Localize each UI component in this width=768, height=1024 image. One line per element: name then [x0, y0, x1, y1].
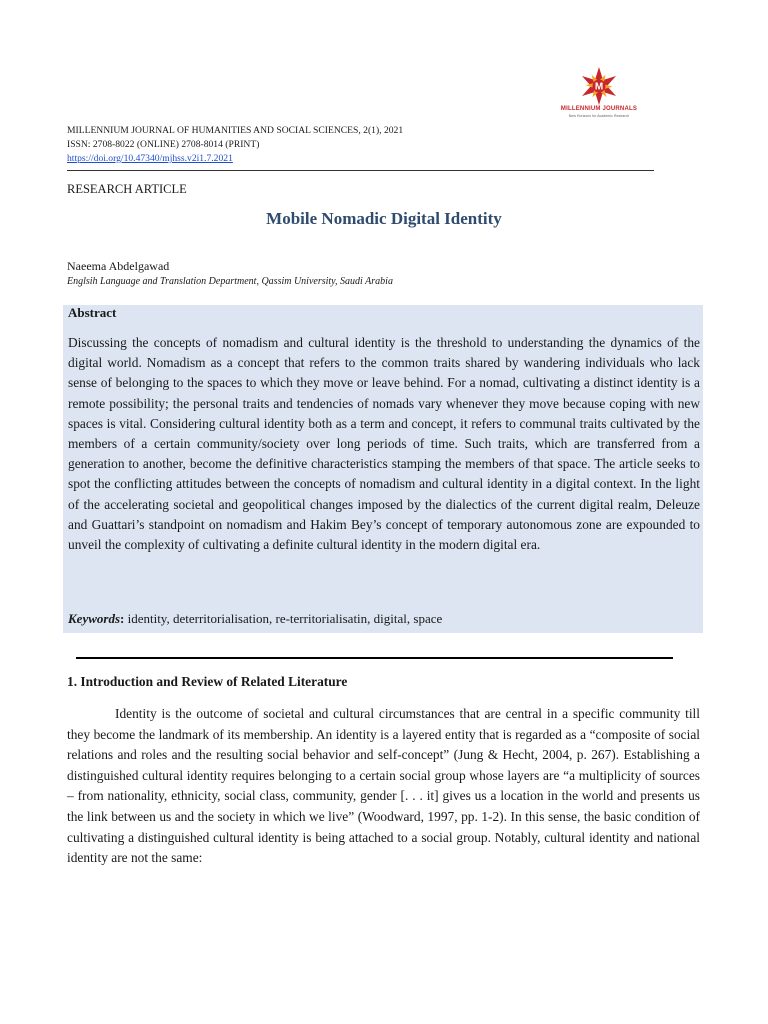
svg-text:M: M — [594, 81, 604, 93]
keywords-separator: : — [120, 611, 125, 626]
keywords-values: identity, deterritorialisation, re-territorialisatin, digital, space — [127, 611, 443, 626]
abstract-heading: Abstract — [68, 305, 117, 320]
section-divider — [76, 657, 673, 659]
author-name: Naeema Abdelgawad — [67, 259, 170, 273]
article-title: Mobile Nomadic Digital Identity — [266, 209, 502, 228]
journal-info — [67, 124, 403, 166]
author-affiliation: Englsih Language and Translation Department, Qassim University, Saudi Arabia — [67, 276, 393, 287]
header-rule — [67, 170, 654, 171]
star-m-logo-icon — [579, 66, 619, 106]
section-heading: 1. Introduction and Review of Related Literature — [67, 674, 348, 689]
section-paragraph: Identity is the outcome of societal and cultural circumstances that are central in a specific community till they become the landmark of its membership. An identity is a layered entity that is regarded as a “composite of social relations and roles and the resulting social behavior and self-concept” (Jung & Hecht, 2004, p. 267). Establishing a distinguished cultural identity requires belonging to a certain social group whose layers are “a multiplicity of sources – from nationality, ethnicity, social class, community, gender [. . . it] gives us a location in the world and presents us the link between us and the society in which we live” (Woodward, 1997, pp. 1-2). In this sense, the basic condition of cultivating a distinguished cultural identity is being attached to a social group. Notably, cultural identity and national identity are not the same: — [67, 706, 700, 866]
keywords — [68, 611, 442, 627]
keywords-label: Keywords — [68, 611, 120, 626]
logo-name: MILLENNIUM JOURNALS — [560, 106, 638, 112]
journal-citation: MILLENNIUM JOURNAL OF HUMANITIES AND SOCIAL SCIENCES, 2(1), 2021 — [67, 125, 404, 136]
publisher-logo — [553, 66, 645, 124]
journal-issn: ISSN: 2708-8022 (ONLINE) 2708-8014 (PRINT) — [67, 139, 260, 150]
article-type: RESEARCH ARTICLE — [67, 182, 187, 196]
logo-tagline: New Horizons for Academic Research — [568, 114, 630, 118]
doi-link[interactable]: https://doi.org/10.47340/mjhss.v2i1.7.2021 — [67, 153, 233, 164]
abstract-text: Discussing the concepts of nomadism and cultural identity is the threshold to understanding the dynamics of the digital world. Nomadism as a concept that refers to the common traits shared by wandering individuals who lack sense of belonging to the spaces to which they move or leave behind. For a nomad, cultivating a distinct identity is a remote possibility; the personal traits and tendencies of nomads vary whenever they move because coping with new spaces is vital. Considering cultural identity both as a term and concept, it refers to communal traits cultivated by the members of a certain community/society over long periods of time. Such traits, which are transferred from a generation to another, become the definitive characteristics stamping the members of that space. The article seeks to spot the conflicting attitudes between the concepts of nomadism and cultural identity in a digital context. In the light of the accelerating societal and geopolitical changes imposed by the dialectics of the current digital realm, Deleuze and Guattari’s standpoint on nomadism and Hakim Bey’s concept of temporary autonomous zone are expounded to unveil the complexity of cultivating a definite cultural identity in the modern digital era. — [68, 335, 700, 553]
